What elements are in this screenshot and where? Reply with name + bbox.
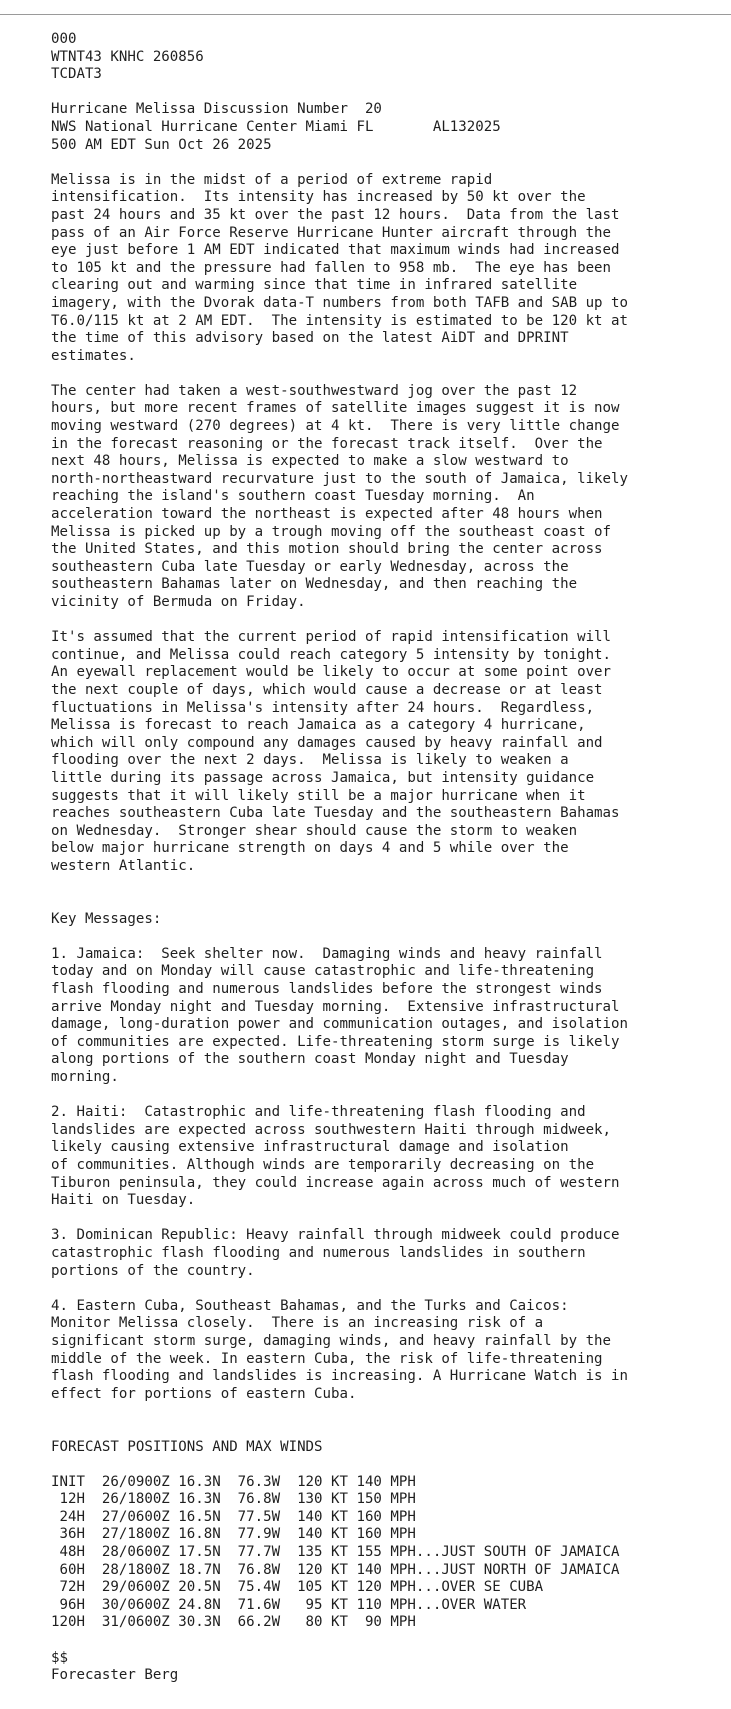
forecast-table-heading: FORECAST POSITIONS AND MAX WINDS [51,1438,323,1455]
discussion-title-block: Hurricane Melissa Discussion Number 20 NWS National Hurricane Center Miami FL AL132025 500 AM EDT Sun Oct 26 2025 [51,101,501,153]
forecast-row: 36H 27/1800Z 16.8N 77.9W 140 KT 160 MPH [51,1526,416,1543]
discussion-paragraph-track: The center had taken a west-southwestward jog over the past 12 hours, but more recent frames of satellite images suggest it is now moving westward (270 degrees) at 4 kt. There is very little change in the forecast reasoning or the forecast track itself. Over the next 48 hours, Melissa is expected to make a slow westward to north-northeastward recurvature just to the south of Jamaica, likely reaching the island's southern coast Tuesday morning. An acceleration toward the northeast is expected after 48 hours when Melissa is picked up by a trough moving off the southeast coast of the United States, and this motion should bring the center across southeastern Cuba late Tuesday or early Wednesday, across the southeastern Bahamas later on Wednesday, and then reaching the vicinity of Bermuda on Friday. [51,382,628,610]
key-message-jamaica: 1. Jamaica: Seek shelter now. Damaging winds and heavy rainfall today and on Monday will cause catastrophic and life-threatening flash flooding and numerous landslides before the strongest winds arrive Monday night and Tuesday morning. Extensive infrastructural damage, long-duration power and communication outages, and isolation of communities are expected. Life-threatening storm surge is likely along portions of the southern coast Monday night and Tuesday morning. [51,945,628,1086]
discussion-paragraph-forecast-intensity: It's assumed that the current period of rapid intensification will continue, and Melissa could reach category 5 intensity by tonight. An eyewall replacement would be likely to occur at some point over the next couple of days, which would cause a decrease or at least fluctuations in Melissa's intensity after 24 hours. Regardless, Melissa is forecast to reach Jamaica as a category 4 hurricane, which will only compound any damages caused by heavy rainfall and flooding over the next 2 days. Melissa is likely to weaken a little during its passage across Jamaica, but intensity guidance suggests that it will likely still be a major hurricane when it reaches southeastern Cuba late Tuesday and the southeastern Bahamas on Wednesday. Stronger shear should cause the storm to weaken below major hurricane strength on days 4 and 5 while over the western Atlantic. [51,629,620,874]
discussion-product [51,31,628,1685]
key-message-haiti: 2. Haiti: Catastrophic and life-threatening flash flooding and landslides are expected across southwestern Haiti through midweek, likely causing extensive infrastructural damage and isolation of communities. Although winds are temporarily decreasing on the Tiburon peninsula, they could increase again across much of western Haiti on Tuesday. [51,1104,620,1209]
wmo-header: 000 WTNT43 KNHC 260856 TCDAT3 [51,31,204,83]
forecaster-signature: Forecaster Berg [51,1667,179,1684]
key-message-dominican-republic: 3. Dominican Republic: Heavy rainfall through midweek could produce catastrophic flash flooding and numerous landslides in southern portions of the country. [51,1227,620,1279]
forecast-row: 72H 29/0600Z 20.5N 75.4W 105 KT 120 MPH...OVER SE CUBA [51,1579,544,1596]
key-messages-heading: Key Messages: [51,910,162,927]
forecast-row: 48H 28/0600Z 17.5N 77.7W 135 KT 155 MPH...JUST SOUTH OF JAMAICA [51,1544,620,1561]
end-marker: $$ [51,1649,68,1666]
discussion-paragraph-intensity: Melissa is in the midst of a period of extreme rapid intensification. Its intensity has increased by 50 kt over the past 24 hours and 35 kt over the past 12 hours. Data from the last pass of an Air Force Reserve Hurricane Hunter aircraft through the eye just before 1 AM EDT indicated that maximum winds had increased to 105 kt and the pressure had fallen to 958 mb. The eye has been clearing out and warming since that time in infrared satellite imagery, with the Dvorak data-T numbers from both TAFB and SAB up to T6.0/115 kt at 2 AM EDT. The intensity is estimated to be 120 kt at the time of this advisory based on the latest AiDT and DPRINT estimates. [51,171,628,364]
forecast-row: 12H 26/1800Z 16.3N 76.8W 130 KT 150 MPH [51,1491,416,1508]
page-top-divider [0,14,731,15]
key-message-cuba-bahamas: 4. Eastern Cuba, Southeast Bahamas, and the Turks and Caicos: Monitor Melissa closely. There is an increasing risk of a significant storm surge, damaging winds, and heavy rainfall by the middle of the week. In eastern Cuba, the risk of life-threatening flash flooding and landslides is increasing. A Hurricane Watch is in effect for portions of eastern Cuba. [51,1297,628,1402]
forecast-row: 24H 27/0600Z 16.5N 77.5W 140 KT 160 MPH [51,1508,416,1525]
forecast-row: 60H 28/1800Z 18.7N 76.8W 120 KT 140 MPH...JUST NORTH OF JAMAICA [51,1561,620,1578]
forecast-row: 120H 31/0600Z 30.3N 66.2W 80 KT 90 MPH [51,1614,416,1631]
forecast-row: 96H 30/0600Z 24.8N 71.6W 95 KT 110 MPH...OVER WATER [51,1596,527,1613]
forecast-row: INIT 26/0900Z 16.3N 76.3W 120 KT 140 MPH [51,1473,416,1490]
